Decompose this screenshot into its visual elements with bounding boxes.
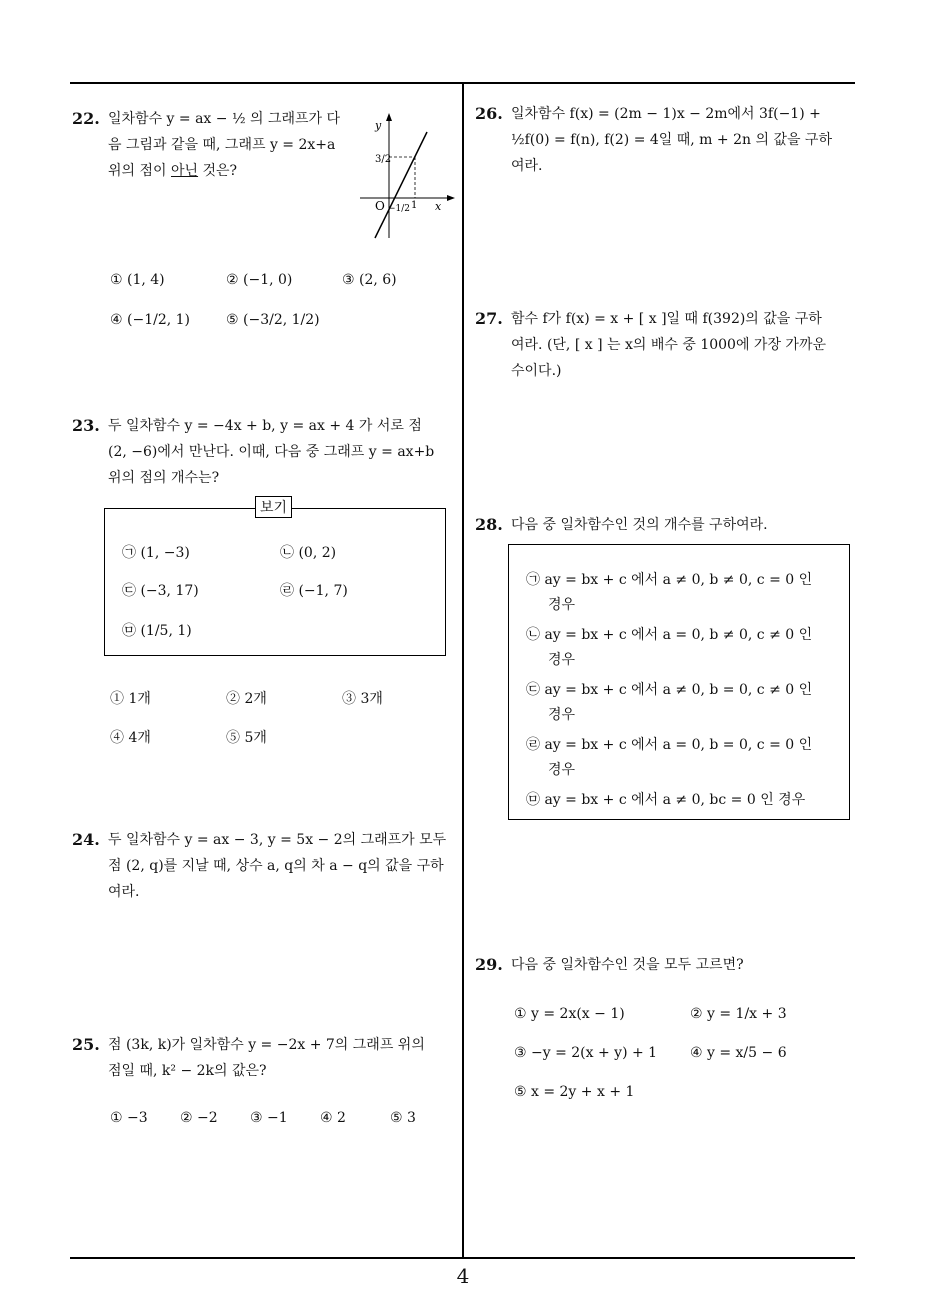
q23-choice-1[interactable]: ① 1개 (110, 691, 151, 707)
q22-choice-4[interactable]: ④ (−1/2, 1) (110, 312, 190, 328)
x-axis-label: x (435, 200, 442, 213)
q23-item: ㉣ (−1, 7) (280, 583, 348, 599)
question-23 (72, 413, 457, 491)
q28-item: ㉠ ay = bx + c 에서 a ≠ 0, b ≠ 0, c = 0 인 경우 (526, 572, 813, 613)
question-number: 26. (475, 104, 503, 123)
question-text: 두 일차함수 y = −4x + b, y = ax + 4 가 서로 점 (2, −6)에서 만난다. 이때, 다음 중 그래프 y = ax+b 위의 점의 개수는? (108, 418, 435, 486)
q22-choice-1[interactable]: ① (1, 4) (110, 272, 165, 288)
question-number: 24. (72, 830, 100, 849)
q29-choice-1[interactable]: ① y = 2x(x − 1) (514, 1006, 625, 1022)
question-25 (72, 1032, 457, 1084)
y-axis-label: y (375, 119, 382, 132)
q23-item: ㉢ (−3, 17) (122, 583, 199, 599)
q25-choice-1[interactable]: ① −3 (110, 1110, 148, 1126)
q25-choice-4[interactable]: ④ 2 (320, 1110, 346, 1126)
q23-choice-3[interactable]: ③ 3개 (342, 691, 383, 707)
question-number: 29. (475, 955, 503, 974)
q23-item: ㉠ (1, −3) (122, 545, 190, 561)
q28-item: ㉢ ay = bx + c 에서 a ≠ 0, b = 0, c ≠ 0 인 경우 (526, 682, 813, 723)
page-number: 4 (456, 1264, 470, 1288)
q23-item: ㉡ (0, 2) (280, 545, 337, 561)
q29-choice-5[interactable]: ⑤ x = 2y + x + 1 (514, 1084, 635, 1100)
question-24 (72, 827, 457, 905)
question-text: 일차함수 f(x) = (2m − 1)x − 2m에서 3f(−1) + ½f(0) = f(n), f(2) = 4일 때, m + 2n 의 값을 구하 여라. (511, 106, 832, 174)
question-number: 23. (72, 416, 100, 435)
question-26 (475, 101, 860, 179)
q29-choice-2[interactable]: ② y = 1/x + 3 (690, 1006, 787, 1022)
y-tick: 3/2 (375, 154, 392, 165)
question-22 (72, 106, 352, 184)
q25-choice-3[interactable]: ③ −1 (250, 1110, 288, 1126)
x-tick-neg: −1/2 (388, 204, 411, 214)
q22-choice-3[interactable]: ③ (2, 6) (342, 272, 397, 288)
question-text: 두 일차함수 y = ax − 3, y = 5x − 2의 그래프가 모두 점 (2, q)를 지날 때, 상수 a, q의 차 a − q의 값을 구하 여라. (108, 832, 447, 900)
q29-choice-3[interactable]: ③ −y = 2(x + y) + 1 (514, 1045, 658, 1061)
question-number: 22. (72, 109, 100, 128)
q29-choice-4[interactable]: ④ y = x/5 − 6 (690, 1045, 787, 1061)
origin-label: O (375, 199, 385, 213)
question-text: 다음 중 일차함수인 것을 모두 고르면? (511, 957, 744, 973)
q23-choice-5[interactable]: ⑤ 5개 (226, 730, 267, 746)
q28-item: ㉣ ay = bx + c 에서 a = 0, b = 0, c = 0 인 경우 (526, 737, 813, 778)
q22-graph (355, 110, 460, 245)
question-28 (475, 512, 860, 538)
q23-item: ㉤ (1/5, 1) (122, 623, 192, 639)
q22-choice-5[interactable]: ⑤ (−3/2, 1/2) (226, 312, 320, 328)
question-text: 일차함수 y = ax − ½ 의 그래프가 다 음 그림과 같을 때, 그래프 y = 2x+a 위의 점이 아닌 것은? (108, 111, 341, 179)
q28-item: ㉤ ay = bx + c 에서 a ≠ 0, bc = 0 인 경우 (526, 792, 806, 808)
question-29 (475, 952, 860, 978)
q25-choice-5[interactable]: ⑤ 3 (390, 1110, 416, 1126)
question-27 (475, 306, 860, 384)
q25-choice-2[interactable]: ② −2 (180, 1110, 218, 1126)
q23-choice-4[interactable]: ④ 4개 (110, 730, 151, 746)
question-number: 27. (475, 309, 503, 328)
question-number: 25. (72, 1035, 100, 1054)
x-tick: 1 (411, 200, 418, 211)
question-text: 다음 중 일차함수인 것의 개수를 구하여라. (511, 517, 768, 533)
q22-choice-2[interactable]: ② (−1, 0) (226, 272, 293, 288)
question-number: 28. (475, 515, 503, 534)
q23-choice-2[interactable]: ② 2개 (226, 691, 267, 707)
question-text: 점 (3k, k)가 일차함수 y = −2x + 7의 그래프 위의 점일 때, k² − 2k의 값은? (108, 1037, 425, 1079)
q23-box-label: 보기 (255, 496, 292, 518)
q28-item: ㉡ ay = bx + c 에서 a = 0, b ≠ 0, c ≠ 0 인 경우 (526, 627, 813, 668)
column-divider (462, 83, 464, 1258)
question-text: 함수 f가 f(x) = x + [ x ]일 때 f(392)의 값을 구하 여라. (단, [ x ] 는 x의 배수 중 1000에 가장 가까운 수이다.) (511, 311, 826, 379)
